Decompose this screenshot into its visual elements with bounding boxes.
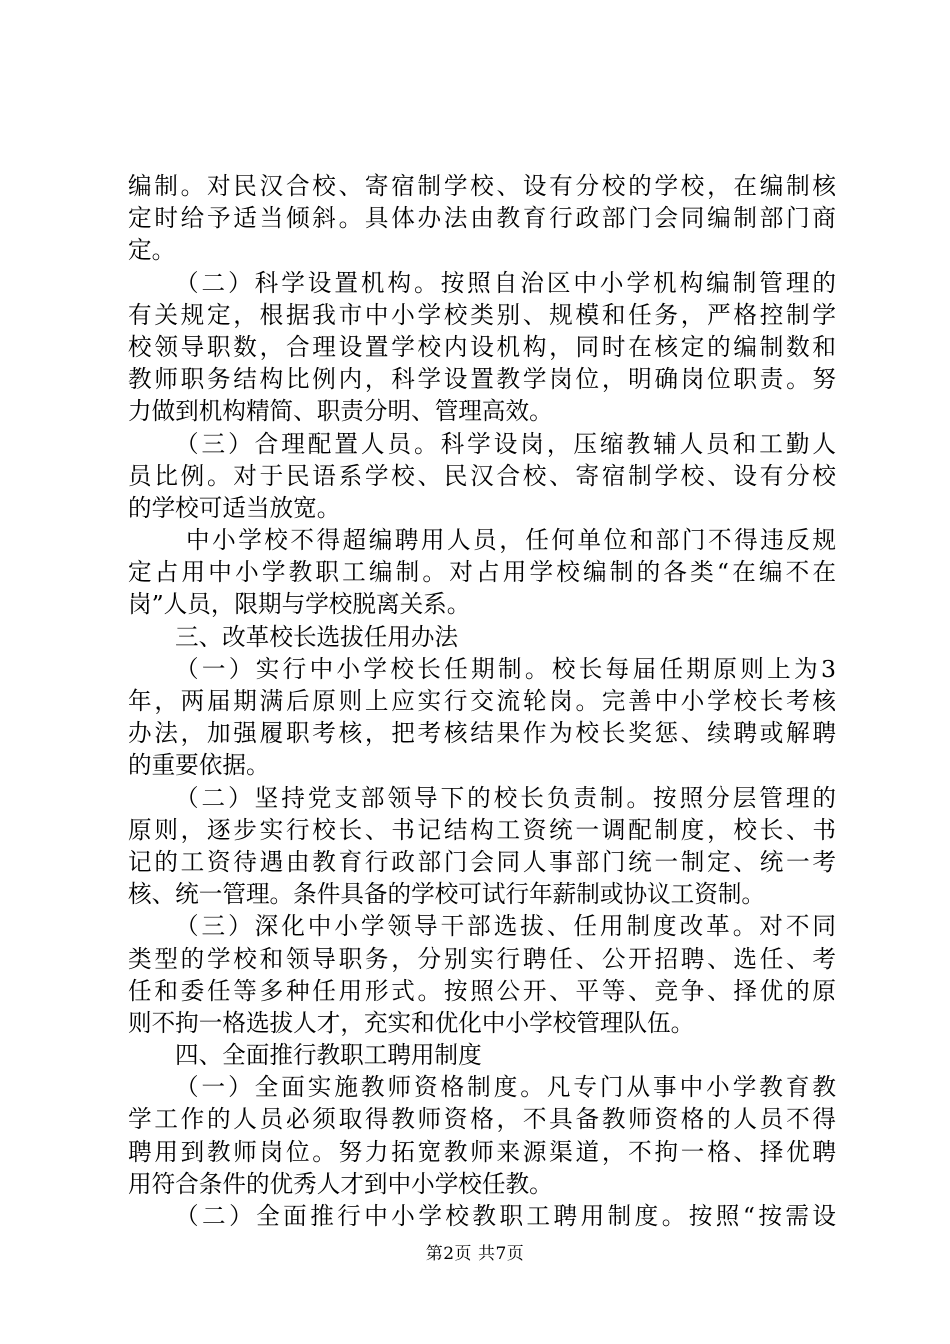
text-line: 用符合条件的优秀人才到中小学校任教。 (128, 1169, 553, 1198)
text-line: 力做到机构精简、职责分明、管理高效。 (128, 397, 553, 426)
text-line: 办法，加强履职考核，把考核结果作为校长奖惩、续聘或解聘 (128, 719, 836, 748)
text-line: 学工作的人员必须取得教师资格，不具备教师资格的人员不得 (128, 1105, 836, 1134)
paragraph-start-line: （二）全面推行中小学校教职工聘用制度。按照“按需设 (175, 1202, 836, 1230)
text-line: 教师职务结构比例内，科学设置教学岗位，明确岗位职责。努 (128, 365, 836, 394)
paragraph-start-line: （一）全面实施教师资格制度。凡专门从事中小学教育教 (175, 1073, 836, 1102)
paragraph-start-line: 中小学校不得超编聘用人员，任何单位和部门不得违反规 (186, 526, 836, 555)
text-line: 定。 (128, 236, 176, 265)
text-line: 编制。对民汉合校、寄宿制学校、设有分校的学校，在编制核 (128, 172, 836, 200)
text-line: 任和委任等多种任用形式。按照公开、平等、竞争、择优的原 (128, 976, 836, 1005)
text-line: 类型的学校和领导职务，分别实行聘任、公开招聘、选任、考 (128, 944, 836, 973)
paragraph-start-line: （三）合理配置人员。科学设岗，压缩教辅人员和工勤人 (175, 429, 836, 458)
section-heading: 三、改革校长选拔任用办法 (175, 622, 459, 651)
page-footer: 第2页 共7页 (425, 1244, 525, 1264)
text-line: 校领导职数，合理设置学校内设机构，同时在核定的编制数和 (128, 332, 836, 361)
paragraph-start-line: （一）实行中小学校长任期制。校长每届任期原则上为3 (175, 654, 836, 683)
text-line: 核、统一管理。条件具备的学校可试行年薪制或协议工资制。 (128, 880, 766, 909)
section-heading: 四、全面推行教职工聘用制度 (175, 1041, 482, 1070)
text-line: 岗”人员，限期与学校脱离关系。 (128, 590, 471, 619)
text-line: 的学校可适当放宽。 (128, 493, 341, 522)
text-line: 的重要依据。 (128, 751, 270, 780)
text-line: 年，两届期满后原则上应实行交流轮岗。完善中小学校长考核 (128, 687, 836, 715)
text-line: 记的工资待遇由教育行政部门会同人事部门统一制定、统一考 (128, 847, 836, 876)
text-line: 聘用到教师岗位。努力拓宽教师来源渠道，不拘一格、择优聘 (128, 1137, 836, 1166)
text-line: 原则，逐步实行校长、书记结构工资统一调配制度，校长、书 (128, 815, 836, 844)
text-line: 则不拘一格选拔人才，充实和优化中小学校管理队伍。 (128, 1008, 695, 1037)
paragraph-start-line: （二）坚持党支部领导下的校长负责制。按照分层管理的 (175, 783, 836, 812)
text-line: 员比例。对于民语系学校、民汉合校、寄宿制学校、设有分校 (128, 461, 836, 490)
paragraph-start-line: （二）科学设置机构。按照自治区中小学机构编制管理的 (175, 268, 836, 297)
text-line: 定占用中小学教职工编制。对占用学校编制的各类“在编不在 (128, 558, 836, 587)
paragraph-start-line: （三）深化中小学领导干部选拔、任用制度改革。对不同 (175, 912, 836, 941)
text-line: 有关规定，根据我市中小学校类别、规模和任务，严格控制学 (128, 300, 836, 329)
document-body (128, 170, 836, 1232)
text-line: 定时给予适当倾斜。具体办法由教育行政部门会同编制部门商 (128, 204, 836, 233)
